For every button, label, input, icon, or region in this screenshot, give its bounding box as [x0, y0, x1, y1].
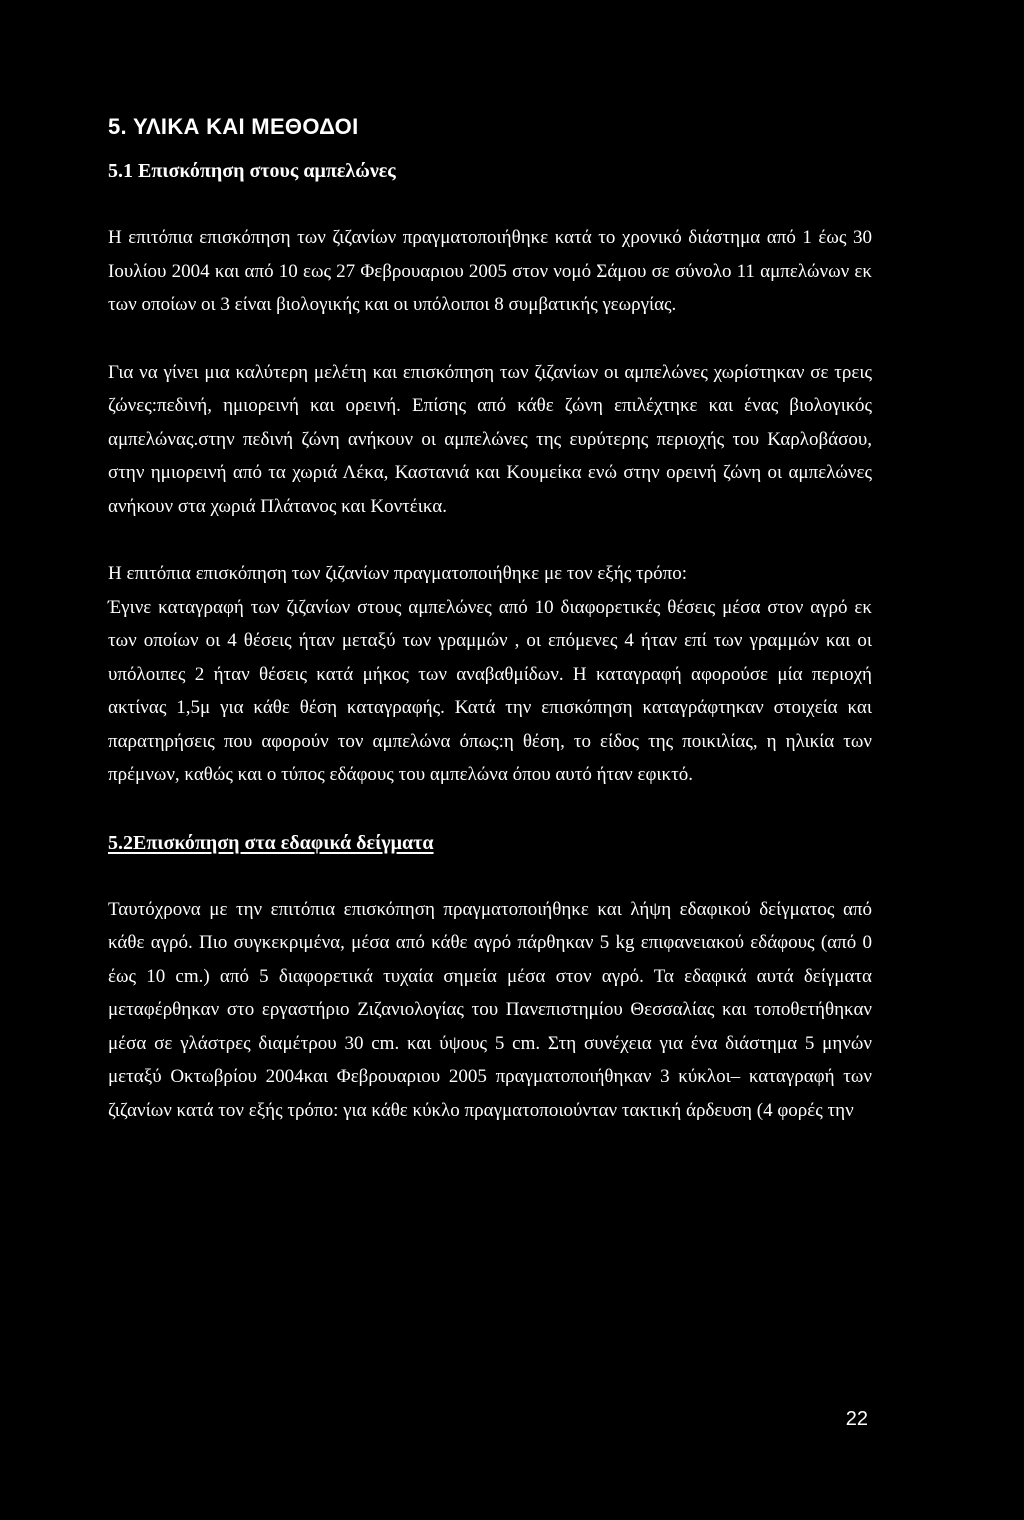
paragraph-survey-method: Έγινε καταγραφή των ζιζανίων στους αμπελώνες από 10 διαφορετικές θέσεις μέσα στον αγρό εκ των οποίων οι 4 θέσεις ήταν μεταξύ των γραμμών , οι επόμενες 4 ήταν επί των γραμμών και οι υπόλοιπες 2 ήταν θέσεις κατά μήκος των αναβαθμίδων. Η καταγραφή αφορούσε μία περιοχή ακτίνας 1,5μ για κάθε θέση καταγραφής. Κατά την επισκόπηση καταγράφτηκαν στοιχεία και παρατηρήσεις που αφορούν τον αμπελώνα όπως:η θέση, το είδος της ποικιλίας, η ηλικία των πρέμνων, καθώς και ο τύπος εδάφους του αμπελώνα όπου αυτό ήταν εφικτό. — [108, 596, 872, 785]
page-number: 22 — [845, 1408, 868, 1430]
section-title-5-1: 5.1 Επισκόπηση στους αμπελώνες — [108, 160, 396, 182]
paragraph-survey-method-intro: Η επιτόπια επισκόπηση των ζιζανίων πραγματοποιήθηκε με τον εξής τρόπο: — [108, 563, 687, 584]
paragraph-zones: Για να γίνει μια καλύτερη μελέτη και επισκόπηση των ζιζανίων οι αμπελώνες χωρίστηκαν σε τρεις ζώνες:πεδινή, ημιορεινή και ορεινή. Επίσης από κάθε ζώνη επιλέχτηκε και ένας βιολογικός αμπελώνας.στην πεδινή ζώνη ανήκουν οι αμπελώνες της ευρύτερης περιοχής του Καρλοβάσου, στην ημιορεινή από τα χωριά Λέκα, Καστανιά και Κουμείκα ενώ στην ορεινή ζώνη οι αμπελώνες ανήκουν στα χωριά Πλάτανος και Κοντέικα. — [108, 361, 872, 517]
section-title-5-2: 5.2Επισκόπηση στα εδαφικά δείγματα — [108, 831, 434, 854]
paragraph-survey-period: Η επιτόπια επισκόπηση των ζιζανίων πραγματοποιήθηκε κατά το χρονικό διάστημα από 1 έως 30 Ιουλίου 2004 και από 10 εως 27 Φεβρουαριου 2005 στον νομό Σάμου σε σύνολο 11 αμπελώνων εκ των οποίων οι 3 είναι βιολογικής και οι υπόλοιποι 8 συμβατικής γεωργίας. — [108, 227, 872, 315]
chapter-title: 5. ΥΛΙΚΑ ΚΑΙ ΜΕΘΟΔΟΙ — [108, 114, 359, 139]
paragraph-soil-samples: Ταυτόχρονα με την επιτόπια επισκόπηση πραγματοποιήθηκε και λήψη εδαφικού δείγματος από κάθε αγρό. Πιο συγκεκριμένα, μέσα από κάθε αγρό πάρθηκαν 5 kg επιφανειακού εδάφους (από 0 έως 10 cm.) από 5 διαφορετικά τυχαία σημεία μέσα στον αγρό. Τα εδαφικά αυτά δείγματα μεταφέρθηκαν στο εργαστήριο Ζιζανιολογίας του Πανεπιστημίου Θεσσαλίας και τοποθετήθηκαν μέσα σε γλάστρες διαμέτρου 30 cm. και ύψους 5 cm. Στη συνέχεια για ένα διάστημα 5 μηνών μεταξύ Οκτωβρίου 2004και Φεβρουαριου 2005 πραγματοποιήθηκαν 3 κύκλοι– καταγραφή των ζιζανίων κατά τον εξής τρόπο: για κάθε κύκλο πραγματοποιούνταν τακτική άρδευση (4 φορές την — [108, 898, 872, 1121]
document-page — [108, 114, 872, 1127]
